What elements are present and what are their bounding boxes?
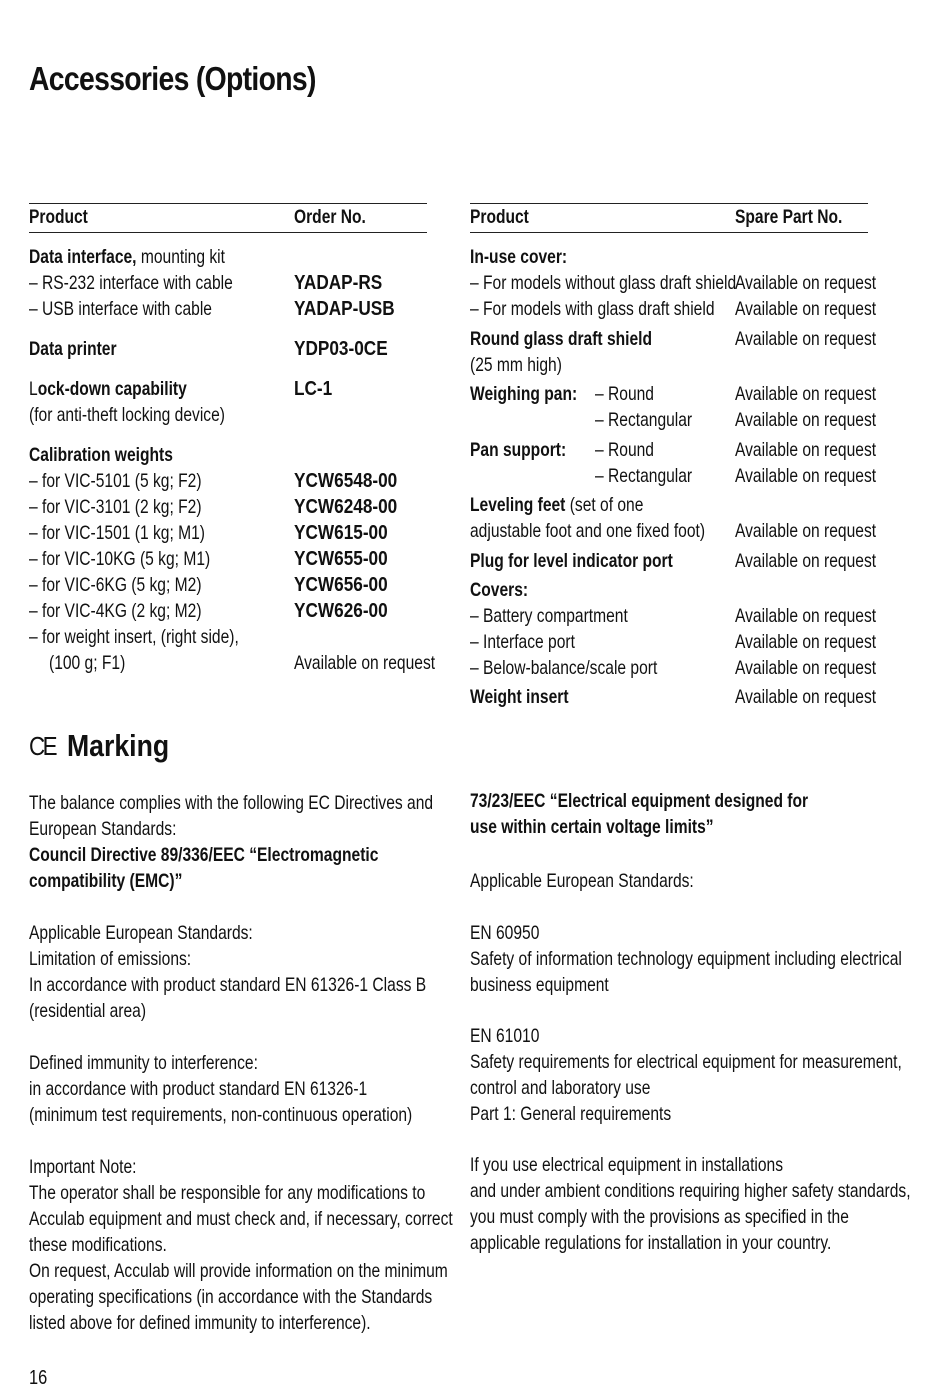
spare-part-value: Available on request [735, 550, 877, 572]
note-line: operating specifications (in accordance with the Standards [29, 1286, 433, 1308]
immunity-line: Defined immunity to interference: [29, 1052, 258, 1074]
intro-line: European Standards: [29, 818, 177, 840]
page-number: 16 [29, 1367, 48, 1389]
standards-label: Applicable European Standards: [470, 870, 694, 892]
table-row-label [29, 598, 202, 624]
row-text: – Battery compartment [470, 605, 628, 627]
row-sub-label: – Rectangular [595, 409, 693, 431]
row-text: – for VIC-3101 (2 kg; F2) [29, 496, 202, 518]
table-row-label [470, 270, 736, 296]
table-row-label [470, 326, 652, 352]
directive-line: use within certain voltage limits” [470, 816, 714, 838]
row-text: (100 g; F1) [49, 652, 126, 674]
order-number: YCW615-00 [294, 522, 388, 544]
row-text: (25 mm high) [470, 354, 562, 376]
order-number: YCW656-00 [294, 574, 388, 596]
row-bold-text: Weighing pan: [470, 383, 578, 405]
row-text: (for anti-theft locking device) [29, 404, 225, 426]
en60950-line: Safety of information technology equipment including electrical [470, 948, 902, 970]
row-text: – for VIC-5101 (5 kg; F2) [29, 470, 202, 492]
row-text: – for VIC-10KG (5 kg; M1) [29, 548, 211, 570]
directive-line: Council Directive 89/336/EEC “Electromagnetic [29, 844, 379, 866]
order-number: YCW655-00 [294, 548, 388, 570]
table-row-label [29, 244, 225, 270]
emissions-line: (residential area) [29, 1000, 147, 1022]
row-bold-text: Weight insert [470, 686, 569, 708]
table-row-label [470, 244, 567, 270]
table-row-label [470, 577, 528, 603]
table-row-label [29, 572, 202, 598]
table-row-label [29, 336, 117, 362]
row-text: – for VIC-4KG (2 kg; M2) [29, 600, 202, 622]
directive-line: compatibility (EMC)” [29, 870, 183, 892]
note-line: Acculab equipment and must check and, if necessary, correct [29, 1208, 453, 1230]
page-title: Accessories (Options) [29, 60, 316, 97]
closing-line: applicable regulations for installation in your country. [470, 1232, 832, 1254]
row-text: – for weight insert, (right side), [29, 626, 239, 648]
table-row-label [470, 352, 562, 378]
spare-part-value: Available on request [735, 383, 877, 405]
header-spare-part-no: Spare Part No. [735, 207, 843, 228]
table-row-label [470, 381, 577, 407]
row-text: – For models without glass draft shield [470, 272, 737, 294]
table-header [29, 203, 427, 233]
closing-line: you must comply with the provisions as specified in the [470, 1206, 849, 1228]
spare-part-value: Available on request [735, 298, 877, 320]
row-text: adjustable foot and one fixed foot) [470, 520, 706, 542]
table-row-label [470, 629, 575, 655]
table-row-label [470, 603, 628, 629]
spare-part-value: Available on request [735, 686, 877, 708]
row-bold-text: Data printer [29, 338, 117, 360]
order-number: YCW6548-00 [294, 470, 398, 492]
header-product: Product [470, 207, 529, 228]
table-row-label [29, 376, 187, 402]
row-bold-text: Round glass draft shield [470, 328, 653, 350]
row-sub-label: – Rectangular [595, 465, 693, 487]
standards-label: Applicable European Standards: [29, 922, 253, 944]
row-bold-text: ock-down capability [37, 378, 187, 400]
header-product: Product [29, 207, 88, 228]
table-row-label [470, 655, 657, 681]
row-bold-text: Calibration weights [29, 444, 173, 466]
table-row-label [29, 624, 239, 650]
en61010-line: EN 61010 [470, 1025, 540, 1047]
spare-part-value: Available on request [735, 272, 877, 294]
spare-part-value: Available on request [735, 439, 877, 461]
note-line: On request, Acculab will provide information on the minimum [29, 1260, 448, 1282]
note-line: Important Note: [29, 1156, 137, 1178]
immunity-line: in accordance with product standard EN 61326-1 [29, 1078, 368, 1100]
table-row-label [29, 442, 173, 468]
spare-part-value: Available on request [735, 465, 877, 487]
row-text: – For models with glass draft shield [470, 298, 715, 320]
ce-marking-title: Marking [66, 728, 170, 763]
row-bold-text: Data interface, [29, 246, 137, 268]
row-text: L [29, 378, 38, 400]
note-line: listed above for defined immunity to interference). [29, 1312, 371, 1334]
directive-line: 73/23/EEC “Electrical equipment designed for [470, 790, 809, 812]
row-bold-text: Leveling feet [470, 494, 566, 516]
row-text: – RS-232 interface with cable [29, 272, 233, 294]
en60950-line: EN 60950 [470, 922, 540, 944]
order-number: YCW6248-00 [294, 496, 398, 518]
row-text: – Below-balance/scale port [470, 657, 658, 679]
table-row-label [470, 437, 566, 463]
row-text: – Interface port [470, 631, 575, 653]
emissions-line: In accordance with product standard EN 61326-1 Class B [29, 974, 427, 996]
table-row-label [29, 296, 212, 322]
row-text: – for VIC-6KG (5 kg; M2) [29, 574, 202, 596]
spare-part-value: Available on request [735, 605, 877, 627]
spare-part-value: Available on request [735, 409, 877, 431]
order-number: YADAP-RS [294, 272, 383, 294]
en61010-line: Safety requirements for electrical equipment for measurement, [470, 1051, 902, 1073]
header-order-no: Order No. [294, 207, 366, 228]
spare-part-value: Available on request [735, 328, 877, 350]
table-row-label [470, 296, 715, 322]
row-bold-text: Pan support: [470, 439, 567, 461]
spare-part-value: Available on request [735, 631, 877, 653]
intro-line: The balance complies with the following EC Directives and [29, 792, 434, 814]
table-row-label [29, 520, 205, 546]
row-text: – USB interface with cable [29, 298, 212, 320]
closing-line: and under ambient conditions requiring higher safety standards, [470, 1180, 911, 1202]
table-row-label [470, 518, 705, 544]
row-bold-text: In-use cover: [470, 246, 568, 268]
order-number: YCW626-00 [294, 600, 388, 622]
en60950-line: business equipment [470, 974, 609, 996]
table-row-label [29, 270, 233, 296]
note-line: The operator shall be responsible for any modifications to [29, 1182, 426, 1204]
closing-line: If you use electrical equipment in installations [470, 1154, 784, 1176]
row-sub-label: – Round [595, 439, 654, 461]
spare-part-value: Available on request [735, 520, 877, 542]
en61010-line: control and laboratory use [470, 1077, 651, 1099]
ce-mark-icon: CE [29, 730, 55, 761]
table-row-label [470, 548, 673, 574]
row-text: (set of one [565, 494, 644, 516]
table-row-label [470, 684, 569, 710]
table-header [470, 203, 868, 233]
row-text: – for VIC-1501 (1 kg; M1) [29, 522, 206, 544]
row-bold-text: Plug for level indicator port [470, 550, 673, 572]
row-bold-text: Covers: [470, 579, 529, 601]
table-row-label [29, 402, 225, 428]
row-sub-label: – Round [595, 383, 654, 405]
order-number: Available on request [294, 652, 436, 674]
table-row-label [470, 492, 643, 518]
emissions-line: Limitation of emissions: [29, 948, 192, 970]
accessories-order-table [29, 203, 436, 683]
order-number: YADAP-USB [294, 298, 395, 320]
row-text: mounting kit [136, 246, 225, 268]
spare-parts-table [470, 203, 877, 713]
order-number: LC-1 [294, 378, 333, 400]
table-row-label [29, 546, 210, 572]
en61010-line: Part 1: General requirements [470, 1103, 672, 1125]
ce-marking-heading [29, 728, 169, 764]
table-row-label [49, 650, 125, 676]
table-row-label [29, 494, 202, 520]
immunity-line: (minimum test requirements, non-continuous operation) [29, 1104, 413, 1126]
order-number: YDP03-0CE [294, 338, 388, 360]
note-line: these modifications. [29, 1234, 167, 1256]
table-row-label [29, 468, 202, 494]
spare-part-value: Available on request [735, 657, 877, 679]
